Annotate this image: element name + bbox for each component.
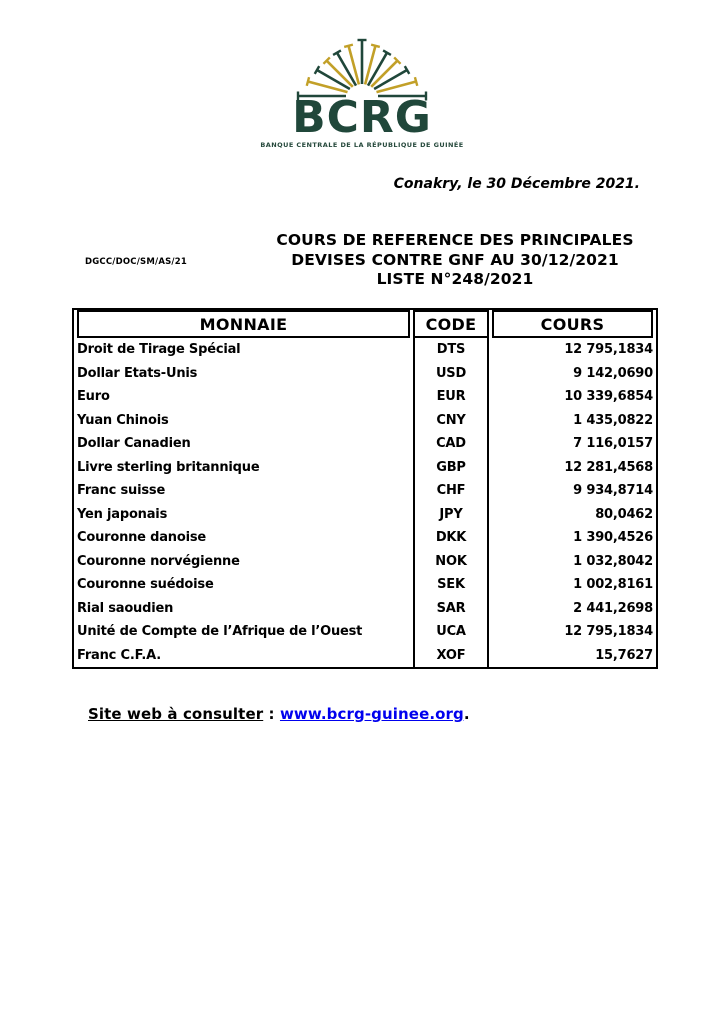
- title-line-3: LISTE N°248/2021: [376, 270, 534, 288]
- currency-code: DKK: [413, 526, 489, 550]
- table-row: [77, 409, 653, 433]
- table-row: [77, 385, 653, 409]
- website-link[interactable]: www.bcrg-guinee.org: [279, 705, 464, 723]
- website-label: Site web à consulter: [88, 705, 264, 723]
- currency-rate: 2 441,2698: [573, 600, 653, 616]
- currency-rate: 12 795,1834: [564, 624, 653, 640]
- table-row: [77, 526, 653, 550]
- table-row: [77, 503, 653, 527]
- rates-table-container: [72, 308, 658, 669]
- currency-name: Dollar Etats-Unis: [77, 365, 198, 381]
- currency-rate: 80,0462: [595, 506, 653, 522]
- bcrg-logo: [0, 38, 724, 149]
- currency-name: Euro: [77, 389, 110, 405]
- table-row: [77, 456, 653, 480]
- document-title: [248, 231, 662, 290]
- currency-name: Couronne norvégienne: [77, 553, 240, 569]
- currency-name: Livre sterling britannique: [77, 459, 260, 475]
- title-line-1: COURS DE REFERENCE DES PRINCIPALES: [276, 231, 634, 249]
- rates-table: [72, 308, 658, 669]
- currency-name: Dollar Canadien: [77, 436, 191, 452]
- reference-number: DGCC/DOC/SM/AS/21: [85, 257, 187, 267]
- currency-name: Couronne danoise: [77, 530, 206, 546]
- currency-name: Franc suisse: [77, 483, 166, 499]
- currency-rate: 1 435,0822: [573, 412, 653, 428]
- currency-rate: 1 390,4526: [573, 530, 653, 546]
- currency-code: CNY: [413, 409, 489, 433]
- currency-code: DTS: [413, 338, 489, 362]
- currency-rate: 9 934,8714: [573, 483, 653, 499]
- table-row: [77, 573, 653, 597]
- table-row: [77, 550, 653, 574]
- currency-rate: 1 002,8161: [573, 577, 653, 593]
- currency-rate: 9 142,0690: [573, 365, 653, 381]
- currency-code: CHF: [413, 479, 489, 503]
- header-cours: COURS: [492, 310, 653, 338]
- currency-rate: 12 281,4568: [564, 459, 653, 475]
- currency-code: GBP: [413, 456, 489, 480]
- currency-code: UCA: [413, 620, 489, 644]
- currency-code: JPY: [413, 503, 489, 527]
- logo-acronym: BCRG: [292, 92, 432, 143]
- table-row: [77, 644, 653, 668]
- currency-code: EUR: [413, 385, 489, 409]
- currency-rate: 15,7627: [595, 647, 653, 663]
- currency-rate: 10 339,6854: [564, 389, 653, 405]
- currency-name: Rial saoudien: [77, 600, 174, 616]
- currency-code: NOK: [413, 550, 489, 574]
- header-monnaie: MONNAIE: [77, 310, 410, 338]
- currency-code: SEK: [413, 573, 489, 597]
- table-row: [77, 338, 653, 362]
- currency-code: USD: [413, 362, 489, 386]
- table-header-row: [77, 310, 653, 338]
- currency-rate: 7 116,0157: [573, 436, 653, 452]
- table-row: [77, 597, 653, 621]
- currency-name: Yuan Chinois: [77, 412, 169, 428]
- table-row: [77, 362, 653, 386]
- logo-subtitle: BANQUE CENTRALE DE LA RÉPUBLIQUE DE GUINÉE: [260, 141, 464, 149]
- title-line-2: DEVISES CONTRE GNF AU 30/12/2021: [291, 250, 619, 269]
- website-separator: :: [263, 705, 280, 723]
- currency-name: Franc C.F.A.: [77, 647, 161, 663]
- website-line: [88, 705, 470, 723]
- header-code: CODE: [413, 310, 489, 338]
- currency-rate: 12 795,1834: [564, 342, 653, 358]
- currency-name: Couronne suédoise: [77, 577, 214, 593]
- currency-name: Unité de Compte de l’Afrique de l’Ouest: [77, 624, 363, 640]
- currency-code: CAD: [413, 432, 489, 456]
- currency-code: XOF: [413, 644, 489, 668]
- date-line: Conakry, le 30 Décembre 2021.: [393, 176, 640, 192]
- currency-name: Yen japonais: [77, 506, 168, 522]
- currency-code: SAR: [413, 597, 489, 621]
- table-row: [77, 432, 653, 456]
- table-row: [77, 479, 653, 503]
- currency-name: Droit de Tirage Spécial: [77, 342, 241, 358]
- table-row: [77, 620, 653, 644]
- website-period: .: [463, 705, 470, 723]
- currency-rate: 1 032,8042: [573, 553, 653, 569]
